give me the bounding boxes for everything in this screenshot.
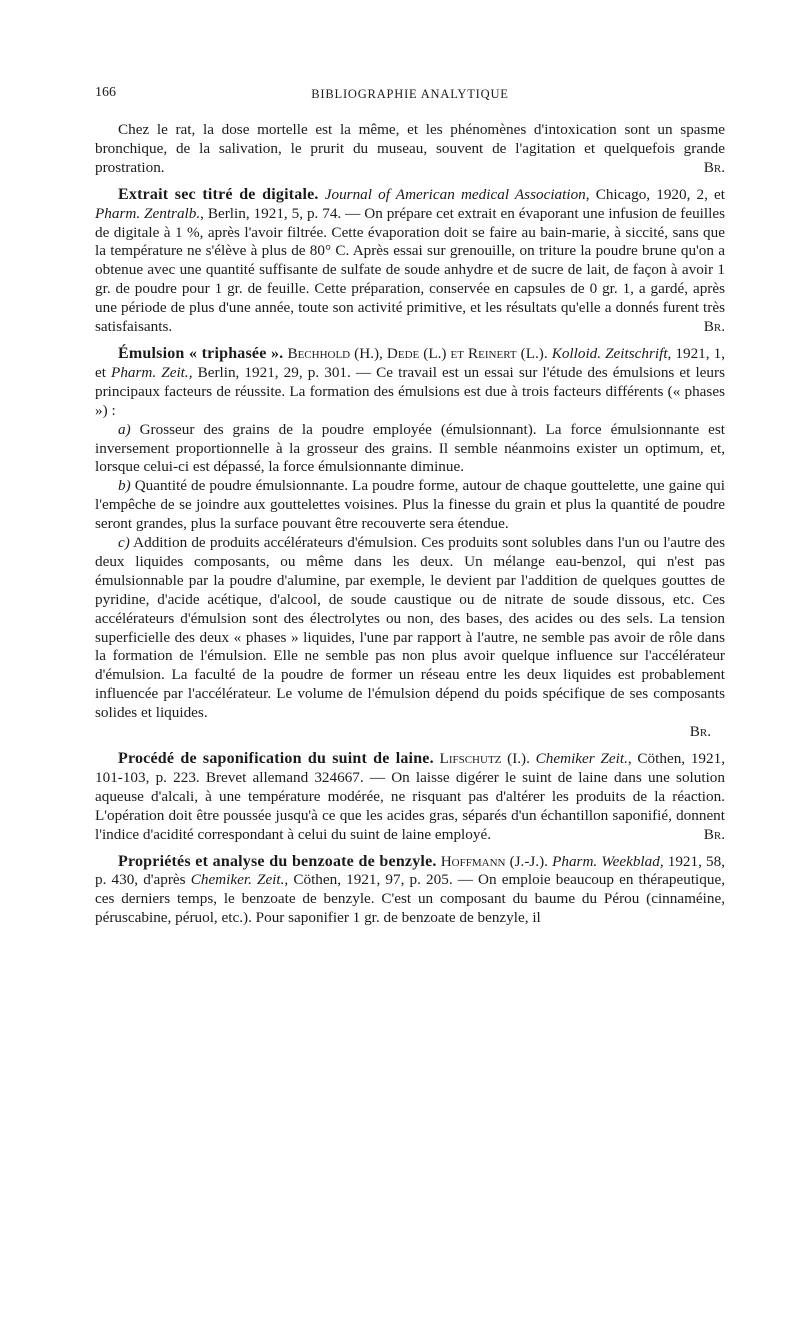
journal-name: Chemiker. Zeit. [190,871,285,889]
intro-text: Chez le rat, la dose mortelle est la même, et les phénomènes d'intoxication sont un spasme bronchique, de la salivation, le prurit du museau, souvent de l'agitation et quelquefois grande prostration. [95,121,725,176]
entry-title: Extrait sec titré de digitale. [118,185,319,203]
entry-authors: Hoffmann (J.-J.). [440,852,548,870]
item-text: Grosseur des grains de la poudre employée (émulsionnant). La force émulsionnante est inversement proportionnelle à la grosseur des grains. Il semble néanmoins exister un optimum, et, lorsque celui-ci est dépassé, la force émulsionnante diminue. [95,420,725,476]
journal-name: Pharm. Zeit. [111,363,189,381]
digitale-entry [95,186,725,337]
signature: Br. [689,723,711,741]
entry-authors: Bechhold (H.), Dede (L.) et Reinert (L.). [287,344,548,362]
entry-body: , Cöthen, 1921, 97, p. 205. — On emploie beaucoup en thérapeutique, ces derniers temps, le benzoate de benzyle. C'est un composant du baume du Pérou (cinnaméine, péruscabine, péruol, etc.). Pour saponifier 1 gr. de benzoate de benzyle, il [95,871,725,927]
emulsion-item-b [95,477,725,534]
item-marker: a) [118,420,131,438]
journal-name: Kolloid. Zeitschrift [551,344,668,362]
page-number: 166 [95,85,116,100]
document-page [95,84,725,928]
citation-text: , 1921, 1, et [95,344,726,381]
entry-body: , Berlin, 1921, 29, p. 301. — Ce travail est un essai sur l'étude des émulsions et leurs principaux facteurs de réussite. La formation des émulsions est due à trois facteurs différents (« phases ») : [95,363,725,419]
page-header [95,84,725,104]
entry-body: , Cöthen, 1921, 101-103, p. 223. Brevet allemand 324667. — On laisse digérer le suint de laine dans une solution aqueuse d'alcali, à une température modérée, ne risquant pas d'altérer les produits de la réaction. L'opération doit être poussée jusqu'à ce que les acides gras, séparés d'un échantillon saponifié, donnent l'indice d'acidité correspondant à celui du suint de laine employé. [95,750,726,843]
benzoate-entry [95,853,725,929]
entry-body: , Berlin, 1921, 5, p. 74. — On prépare cet extrait en évaporant une infusion de feuilles de digitale à 1 %, après l'avoir filtrée. Cette évaporation doit se faire au bain-marie, à siccité, sans que la température ne s'élève à plus de 80° C. Après essai sur grenouille, on triture la poudre brune qu'on a obtenue avec une quantité suffisante de sulfate de soude anhydre et de sucre de lait, de façon à avoir 1 gr. de poudre pour 1 gr. de feuille. Cette préparation, conservée en capsules de 0 gr. 1, a gardé, après une période de plus d'une année, toute son activité primitive, et les résultats qu'elle a donnés furent très satisfaisants. [95,204,725,336]
signature: Br. [703,158,725,176]
item-text: Quantité de poudre émulsionnante. La poudre forme, autour de chaque gouttelette, une gaine qui l'empêche de se joindre aux gouttelettes voisines. Plus la finesse du grain et plus la quantité de poudre seront grandes, plus la surface pouvant être recouverte sera étendue. [95,477,725,533]
item-marker: c) [118,534,130,552]
saponification-entry [95,750,725,845]
item-marker: b) [118,477,131,495]
emulsion-entry [95,345,725,421]
journal-name: Chemiker Zeit. [535,750,628,767]
journal-name: Pharm. Weekblad [552,852,660,870]
emulsion-item-a [95,421,725,478]
journal-name: Pharm. Zentralb. [95,204,201,222]
item-text: Addition de produits accélérateurs d'émulsion. Ces produits sont solubles dans l'un ou l'autre des deux liquides composants, ou même dans les deux. Un mélange eau-benzol, qui n'est pas émulsionnable par la poudre d'alumine, par exemple, le devient par l'addition de quelques gouttes de pyridine, d'acide acétique, d'alcool, de soude caustique ou de nitrate de soude dissous, etc. Ces accélérateurs d'émulsion sont des électrolytes ou non, des bases, des acides ou des sels. La tension superficielle des deux « phases » liquides, l'une par rapport à l'autre, ne semble pas avoir de rôle dans la formation de l'émulsion. Elle ne semble pas non plus avoir quelque influence sur l'accélérateur d'émulsion. La faculté de la poudre de former un réseau entre les deux liquides est probablement influencée par l'accélérateur. Le volume de l'émulsion dépend du poids spécifique de ses composants solides et liquides. [95,534,725,722]
citation-text: , 1921, 58, p. 430, d'après [95,852,726,889]
emulsion-item-c [95,534,725,723]
signature: Br. [703,825,725,843]
entry-title: Propriétés et analyse du benzoate de benzyle. [118,852,437,870]
signature: Br. [703,318,725,336]
entry-title: Émulsion « triphasée ». [118,344,284,362]
intro-paragraph [95,121,725,178]
running-title: BIBLIOGRAPHIE ANALYTIQUE [311,87,509,101]
entry-title: Procédé de saponification du suint de laine. [118,750,434,767]
entry-authors: Lifschutz (I.). [439,750,530,767]
journal-name: Journal of American medical Association [324,185,586,203]
citation-text: , Chicago, 1920, 2, et [585,185,726,203]
